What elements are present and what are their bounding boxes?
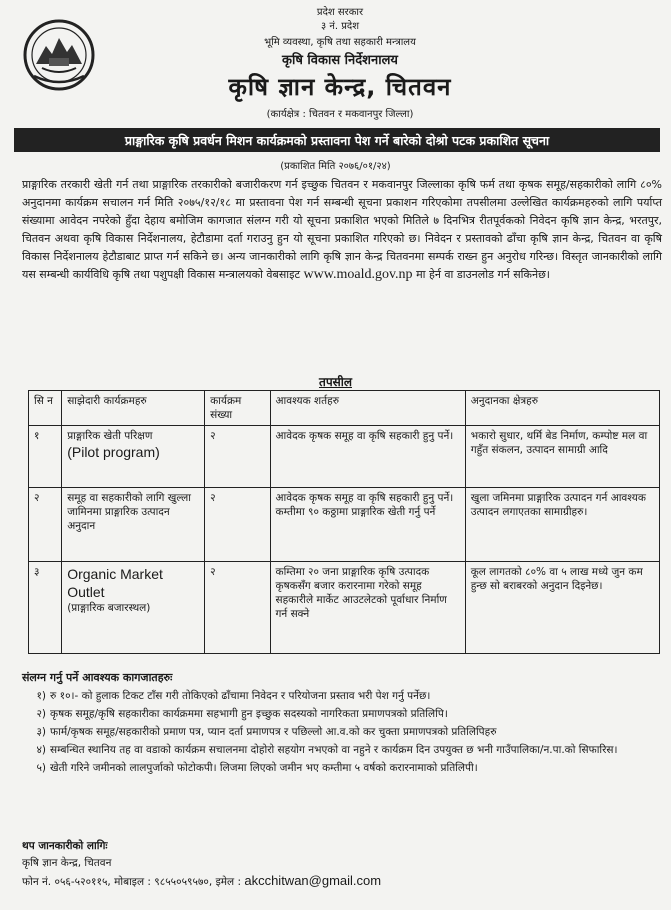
table-row — [29, 488, 660, 562]
contact-info — [22, 838, 662, 891]
row-areas: भकारो सुधार, थर्मि बेड निर्माण, कम्पोष्ट मल वा गहुँत संकलन, उत्पादन सामाग्री आदि — [465, 426, 659, 488]
header-directorate: कृषि विकास निर्देशनालय — [282, 53, 398, 68]
row-program — [62, 426, 205, 488]
list-item — [22, 742, 662, 758]
row-count: २ — [205, 426, 270, 488]
list-item-number: ५) — [36, 762, 46, 774]
notice-body-end: मा हेर्न वा डाउनलोड गर्न सकिनेछ। — [416, 268, 550, 281]
table-row — [29, 562, 660, 654]
list-item — [22, 760, 662, 776]
header-government: प्रदेश सरकार — [316, 7, 364, 18]
required-documents — [22, 670, 662, 778]
program-name: (प्राङ्गारिक बजारस्थल) — [67, 602, 151, 614]
row-conditions: आवेदक कृषक समूह वा कृषि सहकारी हुनु पर्ने। — [270, 426, 465, 488]
row-sn: २ — [29, 488, 62, 562]
contact-email[interactable]: akcchitwan@gmail.com — [244, 873, 382, 888]
list-item-text: कृषक समूह/कृषि सहकारीका कार्यक्रममा सहभागी हुन इच्छुक सदस्यको नागरिकता प्रमाणपत्रको प्रतिलिपि। — [50, 708, 448, 720]
header-area: (कार्यक्षेत्र : चितवन र मकवानपुर जिल्ला) — [266, 109, 414, 120]
row-sn: १ — [29, 426, 62, 488]
table-row — [29, 426, 660, 488]
list-item-text: खेती गरिने जमीनको लालपुर्जाको फोटोकपी। लिजमा लिएको जमीन भए कम्तीमा ५ वर्षको करारनामाको प्रतिलिपी। — [50, 762, 478, 774]
header-province: ३ नं. प्रदेश — [320, 21, 360, 32]
list-item — [22, 706, 662, 722]
contact-phone: फोन नं. ०५६-५२०११५, मोबाइल : ९८५५०५९५७०, इमेल : — [22, 876, 241, 888]
documents-title: संलग्न गर्नु पर्ने आवश्यक कागजातहरुः — [22, 671, 173, 684]
list-item-text: रु १०।- को हुलाक टिकट टाँस गरी तोकिएको ढाँचामा निवेदन र परियोजना प्रस्ताव भरी पेश गर्नु पर्नेछ। — [50, 690, 431, 702]
col-program: साझेदारी कार्यक्रमहरु — [62, 391, 205, 426]
row-sn: ३ — [29, 562, 62, 654]
program-table — [28, 390, 660, 654]
table-title: तपसील — [318, 375, 352, 389]
row-count: २ — [205, 562, 270, 654]
row-program — [62, 562, 205, 654]
contact-title: थप जानकारीको लागिः — [22, 840, 108, 852]
row-program — [62, 488, 205, 562]
col-areas: अनुदानका क्षेत्रहरु — [465, 391, 659, 426]
program-name-en: (Pilot program) — [67, 444, 160, 460]
website-link[interactable]: www.moald.gov.np — [303, 267, 413, 282]
program-name-en: Organic Market Outlet — [67, 566, 163, 600]
program-name: समूह वा सहकारीको लागि खुल्ला जामिनमा प्राङ्गारिक उत्पादन अनुदान — [67, 492, 191, 532]
list-item-number: २) — [36, 708, 46, 720]
notice-body-text: प्राङ्गारिक तरकारी खेती गर्न तथा प्राङ्गारिक तरकारीको बजारीकरण गर्न इच्छुक चितवन र मकवानपुर जिल्लाका कृषि फर्म तथा कृषक समूह/सहकारीको लागि ८०% अनुदानमा कार्यक्रम सचालन गर्न मिति २०७५/१२/१८ मा प्रस्तावना पेश गर्न सम्बन्धी सूचना प्रकाशन गरिएकोमा तपसीलमा उल्लेखित कार्यक्रमहरुको लागि पर्याप्त संख्यामा आवेदन नपरेको हुँदा देहाय बमोजिम कागजात संलग्न गरी यो सूचना प्रकाशित भएको मितिले ७ दिनभित्र रीतपूर्वकको निवेदन कृषि ज्ञान केन्द्र, भरतपुर, चितवन अथवा कृषि विकास निर्देशनालय, हेटौडामा दर्ता गराउनु हुन यो सूचना प्रकाशित गरिएको छ। निवेदन र प्रस्तावको ढाँचा कृषि ज्ञान केन्द्र, चितवन वा कृषि विकास निर्देशनालय हेटौडाबाट प्राप्त गर्न सकिने छ। अन्य जानकारीको लागि कृषि ज्ञान केन्द्र चितवनमा सम्पर्क राख्न हुन अनुरोध गरिन्छ। विस्तृत जानकारीको लागि यस सम्बन्धी कार्यविधि कृषि तथा पशुपक्षी विकास मन्त्रालयको वेबसाइट — [22, 178, 662, 281]
list-item-text: सम्बन्धित स्थानिय तह वा वडाको कार्यक्रम सचालनमा दोहोरो सहयोग नभएको वा नहुने र कार्यक्रम दिन उपयुक्त छ भनी गाउँपालिका/न.पा.को सिफारिस। — [50, 744, 618, 756]
table-header-row — [29, 391, 660, 426]
list-item — [22, 724, 662, 740]
row-conditions: आवेदक कृषक समूह वा कृषि सहकारी हुनु पर्ने। कम्तीमा ९० कठ्ठामा प्राङ्गारिक खेती गर्नु पर्ने — [270, 488, 465, 562]
list-item-number: १) — [36, 690, 46, 702]
row-conditions: कम्तिमा २० जना प्राङ्गारिक कृषि उत्पादक कृषकसँग बजार करारनामा गरेको समूह सहकारीले मार्केट आउटलेटको पूर्वाधार निर्माण गर्न सक्ने — [270, 562, 465, 654]
notice-body — [22, 176, 662, 284]
col-count: कार्यक्रम संख्या — [205, 391, 270, 426]
list-item-number: ४) — [36, 744, 46, 756]
nepal-emblem-icon — [22, 18, 96, 92]
header-ministry: भूमि व्यवस्था, कृषि तथा सहकारी मन्त्रालय — [264, 37, 416, 48]
row-count: २ — [205, 488, 270, 562]
contact-office: कृषि ज्ञान केन्द्र, चितवन — [22, 857, 112, 869]
col-sn: सि न — [29, 391, 62, 426]
header-office: कृषि ज्ञान केन्द्र, चितवन — [228, 73, 452, 101]
col-conditions: आवश्यक शर्तहरु — [270, 391, 465, 426]
list-item — [22, 688, 662, 704]
contact-line — [22, 872, 662, 891]
row-areas: खुला जमिनमा प्राङ्गारिक उत्पादन गर्न आवश्यक उत्पादन लगाएतका सामाग्रीहरु। — [465, 488, 659, 562]
list-item-number: ३) — [36, 726, 46, 738]
row-areas: कूल लागतको ८०% वा ५ लाख मध्ये जुन कम हुन्छ सो बराबरको अनुदान दिइनेछ। — [465, 562, 659, 654]
list-item-text: फार्म/कृषक समूह/सहकारीको प्रमाण पत्र, प्यान दर्ता प्रमाणपत्र र पछिल्लो आ.व.को कर चुक्ता प्रमाणपत्रको प्रतिलिपिहरु — [50, 726, 497, 738]
publish-date: (प्रकाशित मिति २०७६/०१/२४) — [280, 161, 391, 172]
notice-title: प्राङ्गारिक कृषि प्रवर्धन मिशन कार्यक्रमको प्रस्तावना पेश गर्ने बारेको दोश्रो पटक प्रकाशित सूचना — [14, 128, 660, 152]
program-name: प्राङ्गारिक खेती परिक्षण — [67, 430, 153, 442]
